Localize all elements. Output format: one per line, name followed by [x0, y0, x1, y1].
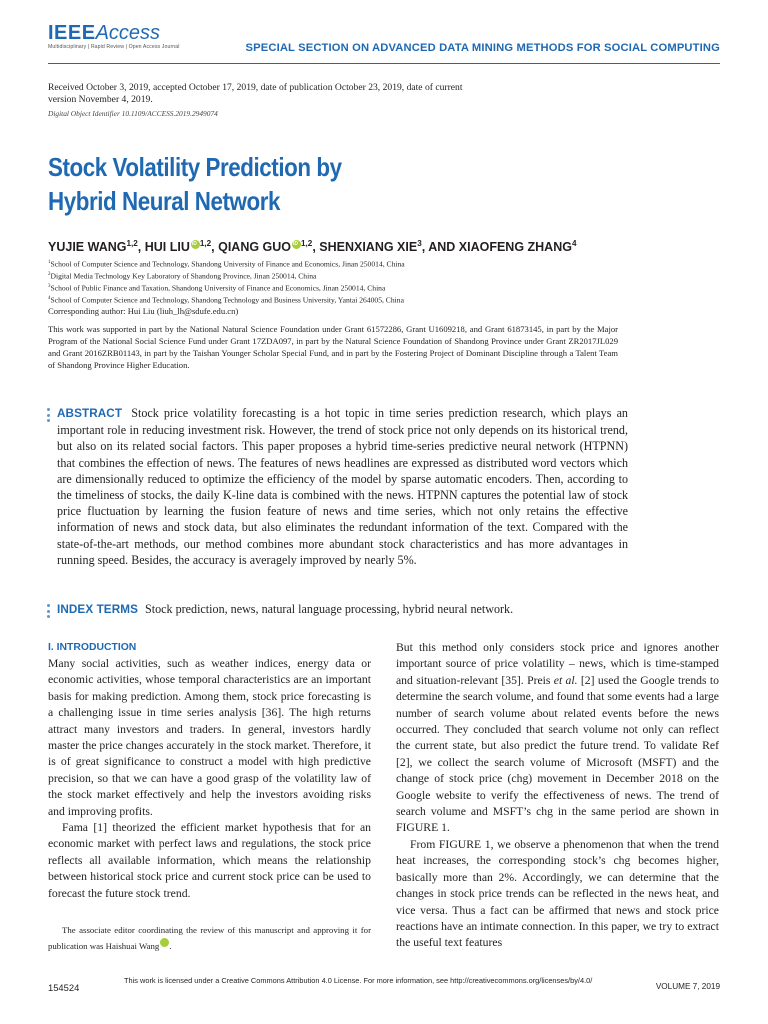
- paragraph: Many social activities, such as weather indices, energy data or economic activities, whose temporal characteristics are an important basis for making prediction. Among them, stock price forecasting is a challenging issue in time series analysis [36]. The high returns attract many investors and traders. In general, investors hardly master the price changes accurately in the stock market. Therefore, it is of great significance to construct a model with high predictive precision, so that we can have a good grasp of the volatility law of the stock market effectively and help the investors avoiding risks and improving profits.: [48, 657, 371, 818]
- journal-tagline: Multidisciplinary | Rapid Review | Open Access Journal: [48, 44, 180, 50]
- paragraph-text: [2] used the Google trends to determine the search volume, and found that some events had a large number of search volume about related events before the news occurred. They concluded that search volume not only can reflect the current state, but also predict the future trend. To validate Ref [2], we collect the search volume of Microsoft (MSFT) and the change of stock price (chg) movement in December 2018 on the Google website to verify the effectiveness of news. The trend of search volume and MSFT’s chg in the same period are shown in FIGURE 1.: [396, 673, 719, 835]
- author-affiliation-number: 1,2: [126, 239, 138, 248]
- affiliation-number: 2: [48, 272, 51, 278]
- index-terms-label: INDEX TERMS: [57, 603, 138, 616]
- author-name: QIANG GUO: [218, 240, 292, 255]
- author-affiliation-number: 3: [417, 239, 422, 248]
- author-list: YUJIE WANG$^{1,2}$, HUI LIUiD $^{1,2}$, QIANG GUOiD $^{1,2}$, SHENXIANG XIE$^3$, AND XIAOFENG ZHANG$^4$: [48, 239, 576, 254]
- paragraph-text: But this method only considers stock price and ignores another important source of price volatility – news, which is time-stamped and situation-relevant [35]. Preis: [396, 641, 719, 687]
- author-affiliation-number: 4: [571, 239, 577, 248]
- footnote-text: The associate editor coordinating the review of this manuscript and approving it for publication was Haishuai Wang: [48, 925, 371, 951]
- author-name: XIAOFENG ZHANG: [458, 240, 572, 255]
- journal-name-bold: IEEE: [48, 22, 96, 44]
- abstract-label: ABSTRACT: [57, 407, 123, 420]
- index-terms-marker-icon: [47, 604, 50, 621]
- abstract-marker-icon: [47, 408, 50, 425]
- orcid-icon[interactable]: [292, 240, 301, 249]
- left-column: [48, 640, 371, 902]
- orcid-icon[interactable]: [160, 938, 169, 947]
- affiliations: [48, 258, 405, 307]
- affiliation-line: [48, 258, 405, 270]
- abstract: [57, 405, 628, 568]
- affiliation-text: School of Public Finance and Taxation, Shandong University of Finance and Economics, Jinan 250014, China: [50, 283, 386, 293]
- affiliation-text: Digital Media Technology Key Laboratory of Shandong Province, Jinan 250014, China: [50, 271, 317, 281]
- header-divider: [48, 63, 720, 64]
- right-column: [396, 640, 719, 952]
- affiliation-line: [48, 270, 405, 282]
- doi-line: Digital Object Identifier 10.1109/ACCESS.2019.2949074: [48, 109, 218, 118]
- affiliation-number: 3: [48, 284, 51, 290]
- received-dates: Received October 3, 2019, accepted October 17, 2019, date of publication October 23, 2019, date of current version November 4, 2019.: [48, 82, 463, 105]
- author-name: YUJIE WANG: [48, 240, 127, 255]
- funding-statement: This work was supported in part by the National Natural Science Foundation under Grant 61572286, Grant U1609218, and Grant 61873145, in part by the Major Program of the National Social Science Fund under Grant 17ZDA097, in part by the Natural Science Foundation of Shandong Province under Grant ZR2017JL029 and Grant 2016ZRB01143, in part by the Taishan Younger Scholar Special Fund, and in part by the Fostering Project of Dominant Discipline through a Talent Team of Shandong Province Higher Education.: [48, 324, 618, 370]
- affiliation-number: 4: [48, 296, 51, 302]
- author-affiliation-number: 1,2: [199, 239, 212, 248]
- affiliation-text: School of Computer Science and Technology, Shandong University of Finance and Economics, Jinan 250014, China: [50, 259, 405, 269]
- journal-name-italic: Access: [95, 22, 161, 44]
- index-terms: [57, 602, 513, 617]
- page-number: 154524: [48, 982, 80, 993]
- orcid-icon[interactable]: [191, 240, 200, 249]
- affiliation-line: [48, 282, 405, 294]
- abstract-text: Stock price volatility forecasting is a hot topic in time series prediction research, which plays an important role in reducing investment risk. However, the trend of stock price not only depends on its historical trend, but also on its related social factors. This paper proposes a hybrid time-series predictive neural network (HTPNN) that combines the effection of news. The features of news headlines are expressed as distributed word vectors which are dimensionally reduced to optimize the efficiency of the model by sparse automatic encoders. Then, according to the timeliness of stocks, the daily K-line data is combined with the news. HTPNN captures the potential law of stock price fluctuation by learning the fusion feature of news and time series, which not only retains the effective information of news and stock data, but also eliminates the redundant information of the text. Compared with the state-of-the-art methods, our method combines more abundant stock characteristics and has more advantages in running speed. Besides, the accuracy is averagely improved by nearly 5%.: [57, 406, 628, 567]
- index-terms-text: Stock prediction, news, natural language processing, hybrid neural network.: [145, 602, 514, 616]
- affiliation-number: 1: [48, 260, 51, 265]
- section-heading: I. INTRODUCTION: [48, 642, 137, 653]
- special-section-title: SPECIAL SECTION ON ADVANCED DATA MINING METHODS FOR SOCIAL COMPUTING: [245, 42, 720, 54]
- paragraph: Fama [1] theorized the efficient market hypothesis that for an economic market with perfect laws and regulations, the stock price reflects all available information, which means the relationship between historical stock price and current stock price can be used to forecast the future stock trend.: [48, 821, 371, 900]
- paragraph: From FIGURE 1, we observe a phenomenon that when the trend heat increases, the corresponding stock’s chg becomes higher, basically more than 2%. Accordingly, we can determine that the changes in stock price trends can be reflected in the news heat, and vice versa. Thus a fact can be affirmed that news and stock price reactions have an intimate connection. In this paper, we try to extract the useful text features: [396, 837, 719, 950]
- author-affiliation-number: 1,2: [301, 239, 313, 248]
- affiliation-text: School of Computer Science and Technology, Shandong Technology and Business University, Yantai 264005, China: [50, 295, 404, 305]
- paragraph: [396, 640, 719, 837]
- editor-footnote: [48, 922, 371, 954]
- license-notice: This work is licensed under a Creative Commons Attribution 4.0 License. For more information, see http://creativecommons.org/licenses/by/4.0/: [124, 976, 593, 985]
- paper-title: Stock Volatility Prediction by Hybrid Neural Network: [48, 152, 342, 216]
- journal-logo: [48, 22, 180, 50]
- author-name: HUI LIU: [144, 240, 190, 255]
- volume-label: VOLUME 7, 2019: [655, 982, 720, 991]
- corresponding-author: Corresponding author: Hui Liu (liuh_lh@sdufe.edu.cn): [48, 306, 239, 316]
- et-al-text: et al.: [553, 673, 578, 687]
- author-name: SHENXIANG XIE: [319, 240, 418, 255]
- affiliation-line: [48, 294, 405, 306]
